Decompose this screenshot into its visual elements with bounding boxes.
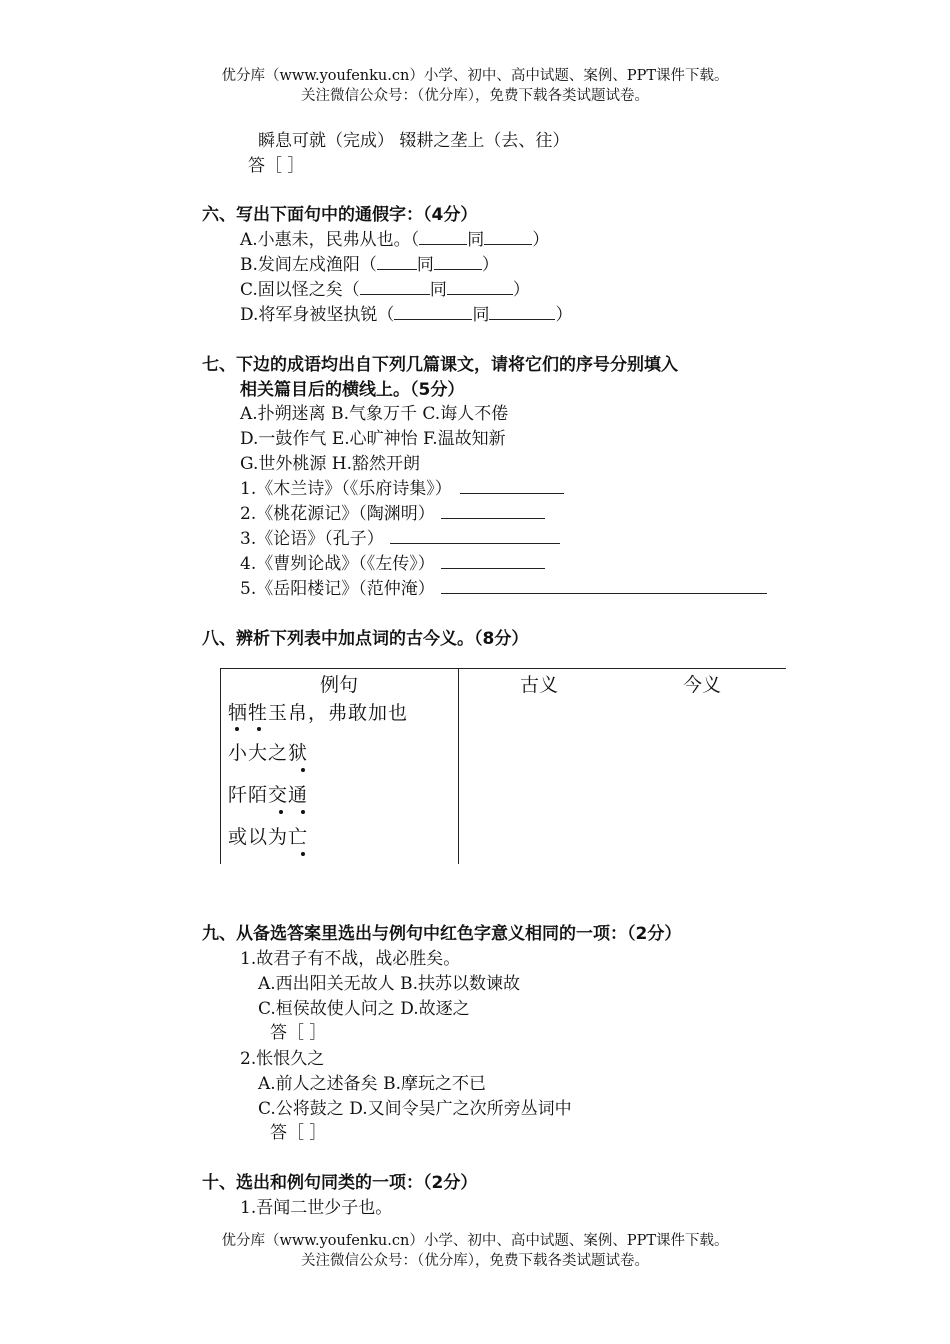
q7-item-4-label: 4.《曹刿论战》（《左传》） — [240, 554, 435, 574]
q7-item-2-label: 2.《桃花源记》（陶渊明） — [240, 504, 435, 524]
col-header-modern: 今义 — [683, 674, 722, 696]
col-header-example: 例句 — [320, 674, 359, 696]
table-left-border — [220, 668, 221, 864]
q9-1-stem: 1.故君子有不战，战必胜矣。 — [240, 949, 461, 969]
q6-b-blank-2[interactable] — [434, 255, 482, 270]
q6-title: 六、写出下面句中的通假字：（4分） — [202, 205, 478, 225]
q7-item-3 — [240, 524, 560, 549]
table-top-border — [220, 668, 786, 669]
q6-item-d — [240, 300, 572, 325]
q9-2-answer[interactable]: 答［ ］ — [270, 1123, 327, 1143]
q7-title-line-1: 七、下边的成语均出自下列几篇课文，请将它们的序号分别填入 — [202, 355, 678, 375]
example-row-1: 牺牲玉帛，弗敢加也 — [228, 702, 409, 724]
q6-item-d-mid: 同 — [472, 305, 490, 325]
footer-line-2: 关注微信公众号：（优分库），免费下载各类试题试卷。 — [301, 1253, 649, 1269]
header-line-1: 优分库（www.youfenku.cn）小学、初中、高中试题、案例、PPT课件下载。 — [221, 68, 729, 84]
q9-2-options-1: A.前人之述备矣 B.摩玩之不已 — [258, 1074, 486, 1094]
q7-item-1 — [240, 474, 564, 499]
q7-options-2: D.一鼓作气 E.心旷神怡 F.温故知新 — [240, 429, 506, 449]
q6-d-blank-2[interactable] — [489, 305, 555, 320]
example-row-3: 阡陌交通 — [228, 784, 309, 806]
q9-title: 九、从备选答案里选出与例句中红色字意义相同的一项：（2分） — [202, 924, 682, 944]
q7-options-3: G.世外桃源 H.豁然开朗 — [240, 454, 421, 474]
emphasis-dot — [257, 727, 261, 731]
q7-title-line-2: 相关篇目后的横线上。（5分） — [240, 380, 465, 400]
q6-item-c-pre: C.固以怪之矣（ — [240, 280, 360, 300]
q7-item-3-label: 3.《论语》（孔子） — [240, 529, 384, 549]
q7-item-5-label: 5.《岳阳楼记》（范仲淹） — [240, 579, 435, 599]
emphasis-dot — [301, 768, 305, 772]
q6-item-d-pre: D.将军身被坚执锐（ — [240, 305, 395, 325]
q6-a-blank-2[interactable] — [484, 230, 532, 245]
q6-item-c — [240, 275, 530, 300]
q6-c-blank-2[interactable] — [447, 280, 513, 295]
q7-item-2-blank[interactable] — [441, 504, 545, 519]
q7-item-5 — [240, 574, 767, 599]
table-column-divider — [458, 668, 459, 864]
example-row-2: 小大之狱 — [228, 742, 309, 764]
emphasis-dot — [301, 852, 305, 856]
q9-2-options-2: C.公将鼓之 D.又间令吴广之次所旁丛词中 — [258, 1099, 572, 1119]
q6-item-a-post: ） — [532, 230, 550, 250]
q7-options-1: A.扑朔迷离 B.气象万千 C.诲人不倦 — [240, 404, 509, 424]
header-line-2: 关注微信公众号：（优分库），免费下载各类试题试卷。 — [301, 88, 649, 104]
q6-item-d-post: ） — [555, 305, 573, 325]
q9-1-answer[interactable]: 答［ ］ — [270, 1023, 327, 1043]
q7-item-5-blank[interactable] — [441, 579, 767, 594]
q9-1-options-1: A.西出阳关无故人 B.扶苏以数谏故 — [258, 974, 520, 994]
q6-item-c-mid: 同 — [429, 280, 447, 300]
emphasis-dot — [279, 810, 283, 814]
q10-title: 十、选出和例句同类的一项：（2分） — [202, 1173, 478, 1193]
example-row-4: 或以为亡 — [228, 826, 309, 848]
q6-item-b-pre: B.发闾左戍渔阳（ — [240, 255, 377, 275]
q8-table — [220, 668, 786, 864]
q6-item-a — [240, 225, 549, 250]
q9-1-options-2: C.桓侯故使人问之 D.故逐之 — [258, 999, 470, 1019]
q9-2-stem: 2.怅恨久之 — [240, 1049, 325, 1069]
q6-item-a-mid: 同 — [467, 230, 485, 250]
q10-item-1: 1.吾闻二世少子也。 — [240, 1198, 393, 1218]
q7-item-2 — [240, 499, 545, 524]
q8-title: 八、辨析下列表中加点词的古今义。（8分） — [202, 629, 529, 649]
q7-item-1-blank[interactable] — [460, 479, 564, 494]
q7-item-3-blank[interactable] — [390, 529, 560, 544]
q6-item-b — [240, 250, 499, 275]
q6-item-b-mid: 同 — [416, 255, 434, 275]
top-answer: 答［ ］ — [248, 156, 305, 176]
q7-item-1-label: 1.《木兰诗》（《乐府诗集》） — [240, 479, 452, 499]
q6-a-blank-1[interactable] — [419, 230, 467, 245]
q6-d-blank-1[interactable] — [394, 305, 472, 320]
footer-line-1: 优分库（www.youfenku.cn）小学、初中、高中试题、案例、PPT课件下载。 — [221, 1233, 729, 1249]
q6-item-b-post: ） — [481, 255, 499, 275]
q6-b-blank-1[interactable] — [377, 255, 417, 270]
col-header-ancient: 古义 — [520, 674, 559, 696]
emphasis-dot — [235, 727, 239, 731]
q7-item-4-blank[interactable] — [441, 554, 545, 569]
top-line: 瞬息可就（完成） 辍耕之垄上（去、往） — [258, 131, 570, 151]
q6-item-a-pre: A.小惠未，民弗从也。（ — [240, 230, 420, 250]
q6-c-blank-1[interactable] — [360, 280, 430, 295]
q7-item-4 — [240, 549, 545, 574]
q6-item-c-post: ） — [512, 280, 530, 300]
emphasis-dot — [301, 810, 305, 814]
